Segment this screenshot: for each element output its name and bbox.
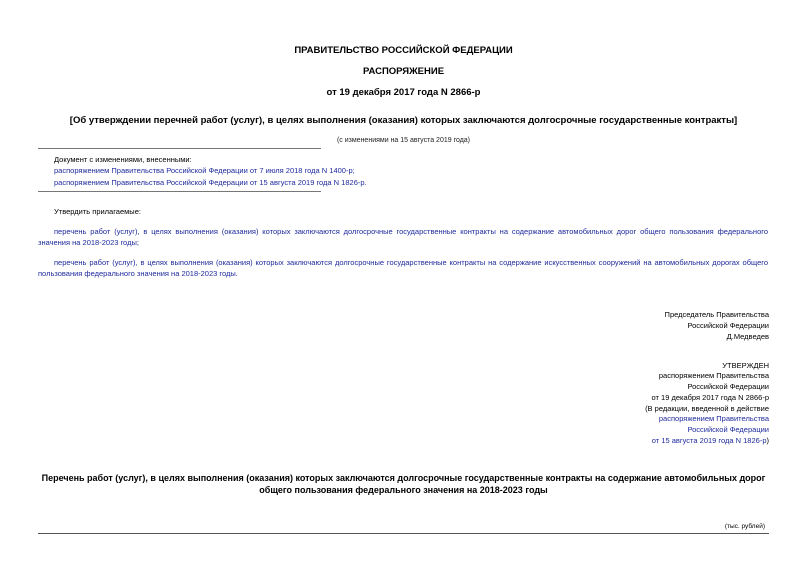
changes-note: (с изменениями на 15 августа 2019 года): [336, 137, 471, 144]
approval-link-2[interactable]: Российской Федерации: [687, 425, 769, 434]
government-heading: ПРАВИТЕЛЬСТВО РОССИЙСКОЙ ФЕДЕРАЦИИ: [294, 45, 513, 56]
approval-line-4: (В редакции, введенной в действие: [645, 404, 769, 413]
approval-link-3[interactable]: от 15 августа 2019 года N 1826-р: [651, 436, 767, 445]
signature-title-2: Российской Федерации: [687, 321, 769, 330]
list-link-structures[interactable]: перечень работ (услуг), в целях выполнения (оказания) которых заключаются долгосрочные государственные контракты на содержание искусственных сооружений на автомобильных дорогах общего пользования федерального значения на 2018-2023 годы.: [38, 258, 768, 278]
table-top-border: [38, 533, 769, 534]
order-date-number: от 19 декабря 2017 года N 2866-р: [326, 87, 481, 98]
approval-line-1: распоряжением Правительства: [658, 371, 769, 380]
divider-bottom: [38, 191, 321, 192]
approval-link-3-wrapper: [652, 435, 769, 446]
list-link-roads[interactable]: перечень работ (услуг), в целях выполнения (оказания) которых заключаются долгосрочные государственные контракты на содержание автомобильных дорог общего пользования федерального значения на 2018-2023 годы;: [38, 227, 768, 247]
approval-line-3: от 19 декабря 2017 года N 2866-р: [651, 393, 769, 402]
amendment-link-2[interactable]: распоряжением Правительства Российской Федерации от 15 августа 2019 года N 1826-р.: [54, 178, 367, 187]
approve-text: Утвердить прилагаемые:: [54, 207, 141, 216]
signature-title-1: Председатель Правительства: [664, 310, 769, 319]
amendment-link-1[interactable]: распоряжением Правительства Российской Федерации от 7 июля 2018 года N 1400-р;: [54, 166, 355, 175]
document-title: [Об утверждении перечней работ (услуг), в целях выполнения (оказания) которых заключаются долгосрочные государственные контракты]: [69, 115, 738, 126]
signature-name: Д.Медведев: [726, 332, 769, 341]
approval-link-1[interactable]: распоряжением Правительства: [658, 414, 769, 423]
list-title: Перечень работ (услуг), в целях выполнения (оказания) которых заключаются долгосрочные государственные контракты на содержание автомобильных дорог общего пользования федерального значения на 2018-2023 годы: [41, 473, 766, 495]
amendments-heading: Документ с изменениями, внесенными:: [54, 155, 192, 164]
order-type-heading: РАСПОРЯЖЕНИЕ: [362, 66, 445, 77]
approval-line-2: Российской Федерации: [687, 382, 769, 391]
units-label: (тыс. рублей): [724, 523, 765, 530]
approval-closing-paren: ): [766, 436, 769, 445]
approved-label: УТВЕРЖДЕН: [722, 361, 769, 370]
divider-top: [38, 148, 321, 149]
